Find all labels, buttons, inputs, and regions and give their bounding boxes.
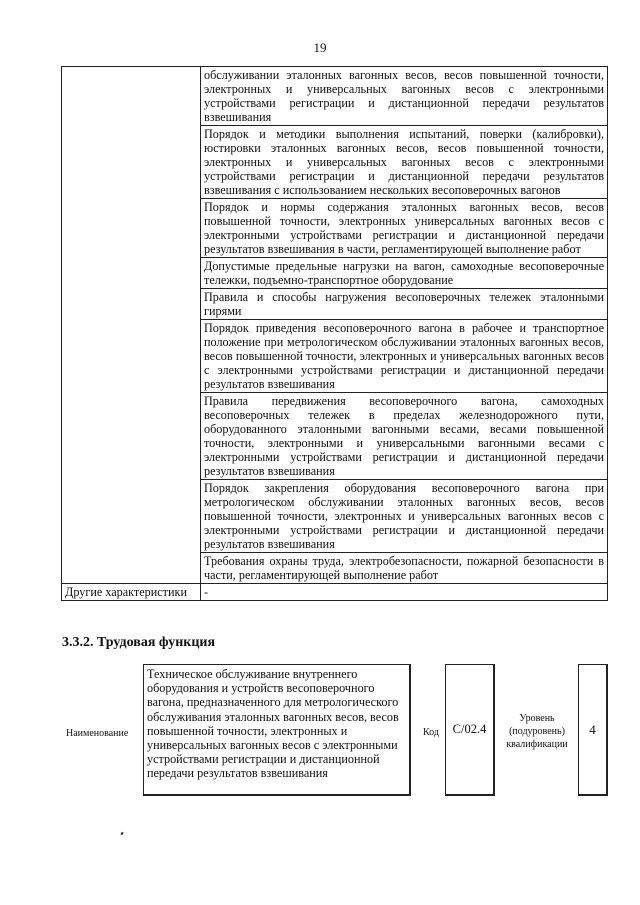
- table-cell-text: Порядок и нормы содержания эталонных вагонных весов, весов повышенной точности, электронных универсальных вагонных весов с электронными устройствами регистрации и дистанционной передачи результатов взвешивания в части, регламентирующей выполнение работ: [201, 199, 608, 258]
- code-value-box: [445, 664, 495, 796]
- table-cell-text: Правила и способы нагружения весоповерочных тележек эталонными гирями: [201, 289, 608, 320]
- table-cell-text: Порядок приведения весоповерочного вагона в рабочее и транспортное положение при метрологическом обслуживании эталонных вагонных весов, весов повышенной точности, электронных и универсальных вагонных весов с электронными устройствами регистрации и дистанционной передачи результатов взвешивания: [201, 320, 608, 393]
- name-label: Наименование: [66, 728, 129, 739]
- other-characteristics-value: -: [201, 584, 608, 601]
- table-cell-text: Порядок закрепления оборудования весоповерочного вагона при метрологическом обслуживании эталонных вагонных весов, весов повышенной точности, электронных и универсальных вагонных весов с электронными устройствами регистрации и дистанционной передачи результатов взвешивания: [201, 480, 608, 553]
- table-cell-text: Правила передвижения весоповерочного вагона, самоходных весоповерочных тележек в пределах железнодорожного пути, оборудованного эталонными вагонными весами, весами повышенной точности, электронными и универсальными вагонными весами с электронными устройствами регистрации и дистанционной передачи результатов взвешивания: [201, 393, 608, 480]
- table-cell-text: Порядок и методики выполнения испытаний, поверки (калибровки), юстировки эталонных вагонных весов, весов повышенной точности, электронных и универсальных вагонных весов с электронными устройствами регистрации и дистанционной передачи результатов взвешивания с использованием нескольких весоповерочных вагонов: [201, 126, 608, 199]
- code-label: Код: [423, 727, 439, 738]
- code-value: C/02.4: [452, 722, 487, 736]
- knowledge-table: [61, 66, 608, 601]
- table-cell-text: Допустимые предельные нагрузки на вагон, самоходные весоповерочные тележки, подъемно-транспортное оборудование: [201, 258, 608, 289]
- table-label-cell: [62, 67, 201, 584]
- other-characteristics-label: Другие характеристики: [62, 584, 201, 601]
- qualification-level-value: 4: [589, 721, 596, 737]
- page-number: 19: [313, 40, 327, 55]
- table-cell-text: обслуживании эталонных вагонных весов, весов повышенной точности, электронных и универсальных вагонных весов с электронными устройствами регистрации и дистанционной передачи результатов взвешивания: [201, 67, 608, 126]
- section-title: 3.3.2. Трудовая функция: [62, 635, 216, 650]
- table-row-other-characteristics: [62, 584, 608, 601]
- qualification-level-box: [578, 664, 608, 796]
- table-row: [62, 67, 608, 126]
- function-name-box: Техническое обслуживание внутреннего оборудования и устройств весоповерочного вагона, предназначенного для метрологического обслуживания эталонных вагонных весов, весов повышенной точности, электронных и универсальных вагонных весов с электронными устройствами регистрации и дистанционной передачи результатов взвешивания: [143, 664, 411, 796]
- scan-artifact-mark: [120, 832, 123, 836]
- table-cell-text: Требования охраны труда, электробезопасности, пожарной безопасности в части, регламентирующей выполнение работ: [201, 553, 608, 584]
- qualification-level-label: Уровень (подуровень) квалификации: [506, 713, 568, 750]
